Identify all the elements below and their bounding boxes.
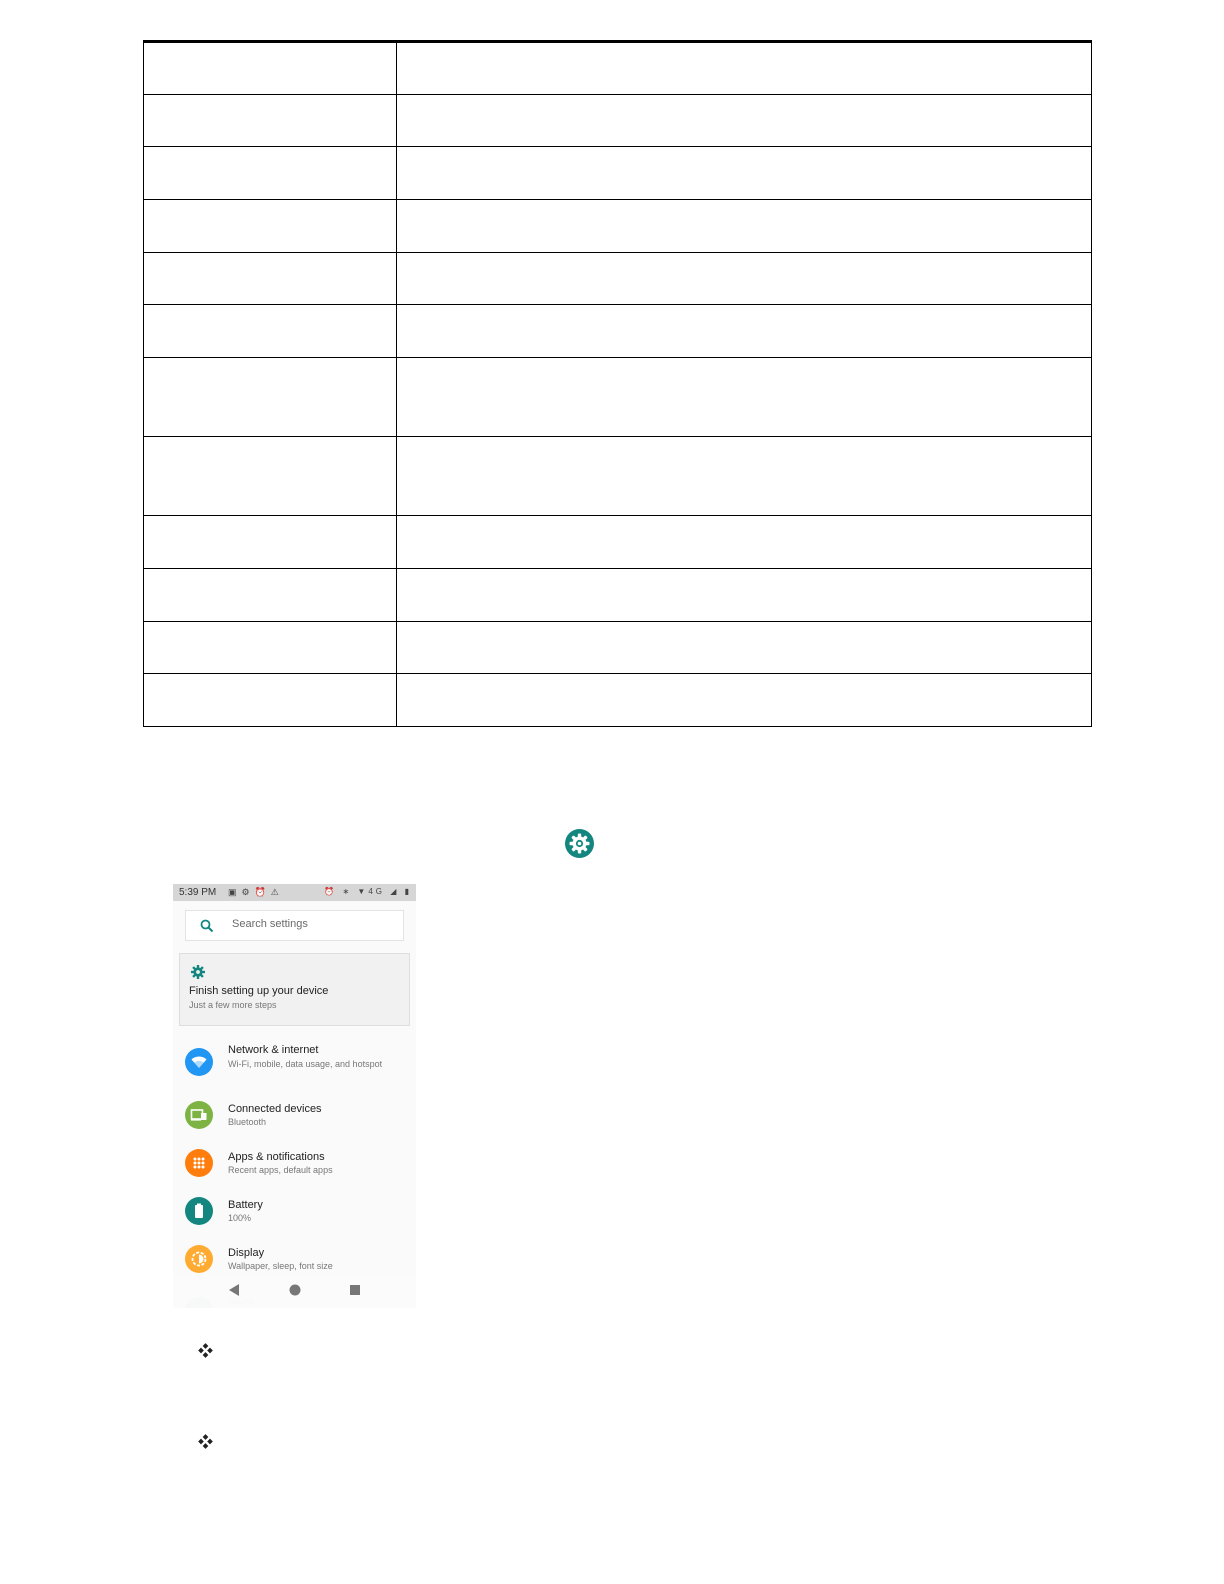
system-status-icons: ⏰ ∗ ▼4G ◢ ▮ xyxy=(324,887,412,896)
settings-item-connected-devices[interactable] xyxy=(173,1103,416,1137)
diamond-bullet-icon xyxy=(198,1434,213,1449)
table-row xyxy=(144,94,1092,147)
settings-item-subtitle: 100% xyxy=(228,1213,252,1223)
gear-icon xyxy=(190,964,206,980)
settings-item-title: Battery xyxy=(228,1199,263,1211)
devices-icon xyxy=(185,1101,213,1129)
setup-card-title: Finish setting up your device xyxy=(189,985,329,997)
table-row xyxy=(144,568,1092,621)
settings-item-subtitle: Wallpaper, sleep, font size xyxy=(228,1261,333,1271)
table-row xyxy=(144,621,1092,674)
settings-item-display[interactable] xyxy=(173,1247,416,1275)
table-row xyxy=(144,200,1092,253)
table-row xyxy=(144,516,1092,569)
settings-item-subtitle: Recent apps, default apps xyxy=(228,1165,333,1175)
home-button[interactable] xyxy=(289,1284,301,1296)
search-bar[interactable] xyxy=(185,910,404,941)
diamond-bullet-icon xyxy=(198,1343,213,1358)
settings-item-network[interactable] xyxy=(173,1044,416,1084)
navigation-bar xyxy=(173,1274,416,1308)
table-row xyxy=(144,437,1092,516)
settings-item-title: Network & internet xyxy=(228,1044,319,1056)
notification-icons: ▣⚙⏰⚠ xyxy=(228,887,284,897)
status-time: 5:39 PM xyxy=(179,887,217,898)
settings-item-title: Apps & notifications xyxy=(228,1151,325,1163)
search-icon xyxy=(200,919,214,933)
table-row xyxy=(144,305,1092,358)
back-button[interactable] xyxy=(228,1284,240,1296)
network-type: 4G xyxy=(368,887,385,896)
empty-table xyxy=(143,40,1092,727)
finish-setup-card[interactable] xyxy=(179,953,410,1026)
apps-icon xyxy=(185,1149,213,1177)
settings-item-battery[interactable] xyxy=(173,1199,416,1233)
search-input[interactable] xyxy=(232,918,392,930)
battery-icon xyxy=(185,1197,213,1225)
table-row xyxy=(144,42,1092,95)
status-bar xyxy=(173,884,416,901)
table-row xyxy=(144,252,1092,305)
display-icon xyxy=(185,1245,213,1273)
wifi-icon xyxy=(185,1048,213,1076)
table-row xyxy=(144,674,1092,727)
settings-item-subtitle: Wi-Fi, mobile, data usage, and hotspot xyxy=(228,1059,383,1069)
table-row xyxy=(144,147,1092,200)
phone-settings-screenshot xyxy=(173,884,416,1308)
settings-item-title: Connected devices xyxy=(228,1103,322,1115)
setup-card-subtitle: Just a few more steps xyxy=(189,1000,277,1010)
settings-item-apps[interactable] xyxy=(173,1151,416,1185)
table-row xyxy=(144,358,1092,437)
recents-button[interactable] xyxy=(349,1284,361,1296)
settings-item-title: Display xyxy=(228,1247,265,1259)
settings-app-icon xyxy=(565,829,594,858)
settings-item-subtitle: Bluetooth xyxy=(228,1117,267,1127)
